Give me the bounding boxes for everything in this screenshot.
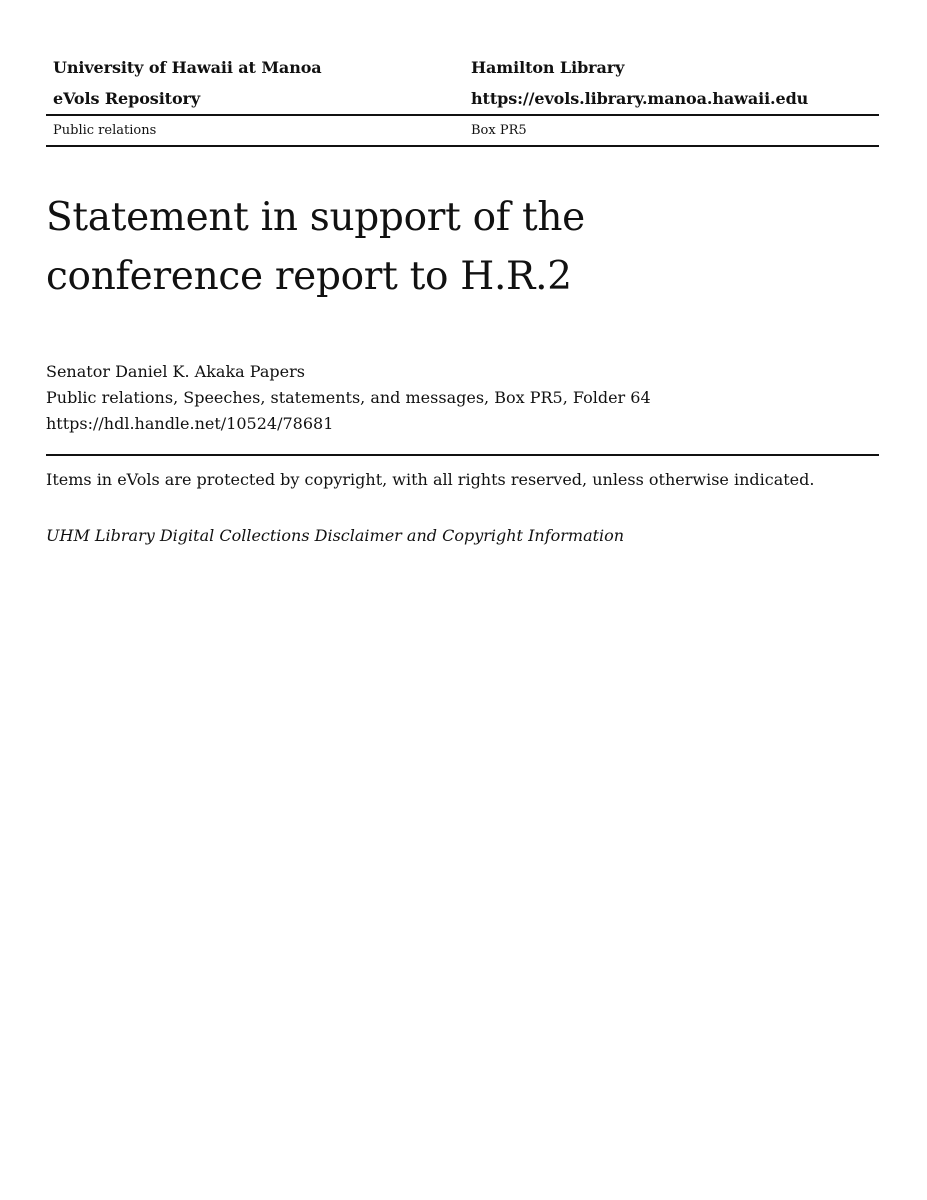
repository-name: eVols Repository <box>53 89 201 108</box>
document-metadata <box>46 359 651 437</box>
disclaimer-link[interactable]: UHM Library Digital Collections Disclaimer and Copyright Information <box>46 526 625 545</box>
box-label: Box PR5 <box>471 123 527 138</box>
document-title <box>46 188 746 306</box>
copyright-notice: Items in eVols are protected by copyright, with all rights reserved, unless otherwise indicated. <box>46 470 815 489</box>
institution-name: University of Hawaii at Manoa <box>53 58 322 77</box>
series-name: Public relations <box>53 123 157 138</box>
repository-url[interactable]: https://evols.library.manoa.hawaii.edu <box>471 89 809 108</box>
title-line-2: conference report to H.R.2 <box>46 254 572 299</box>
header-divider-bottom <box>46 145 879 147</box>
collection-name: Senator Daniel K. Akaka Papers <box>46 362 305 381</box>
header-row-series <box>46 116 879 145</box>
header-row-repository <box>46 83 879 114</box>
header-row-institution <box>46 52 879 83</box>
title-line-1: Statement in support of the <box>46 195 585 240</box>
content-divider <box>46 454 879 456</box>
library-name: Hamilton Library <box>471 58 625 77</box>
folder-location: Public relations, Speeches, statements, and messages, Box PR5, Folder 64 <box>46 388 651 407</box>
handle-link[interactable]: https://hdl.handle.net/10524/78681 <box>46 414 334 433</box>
header-table <box>46 52 879 147</box>
